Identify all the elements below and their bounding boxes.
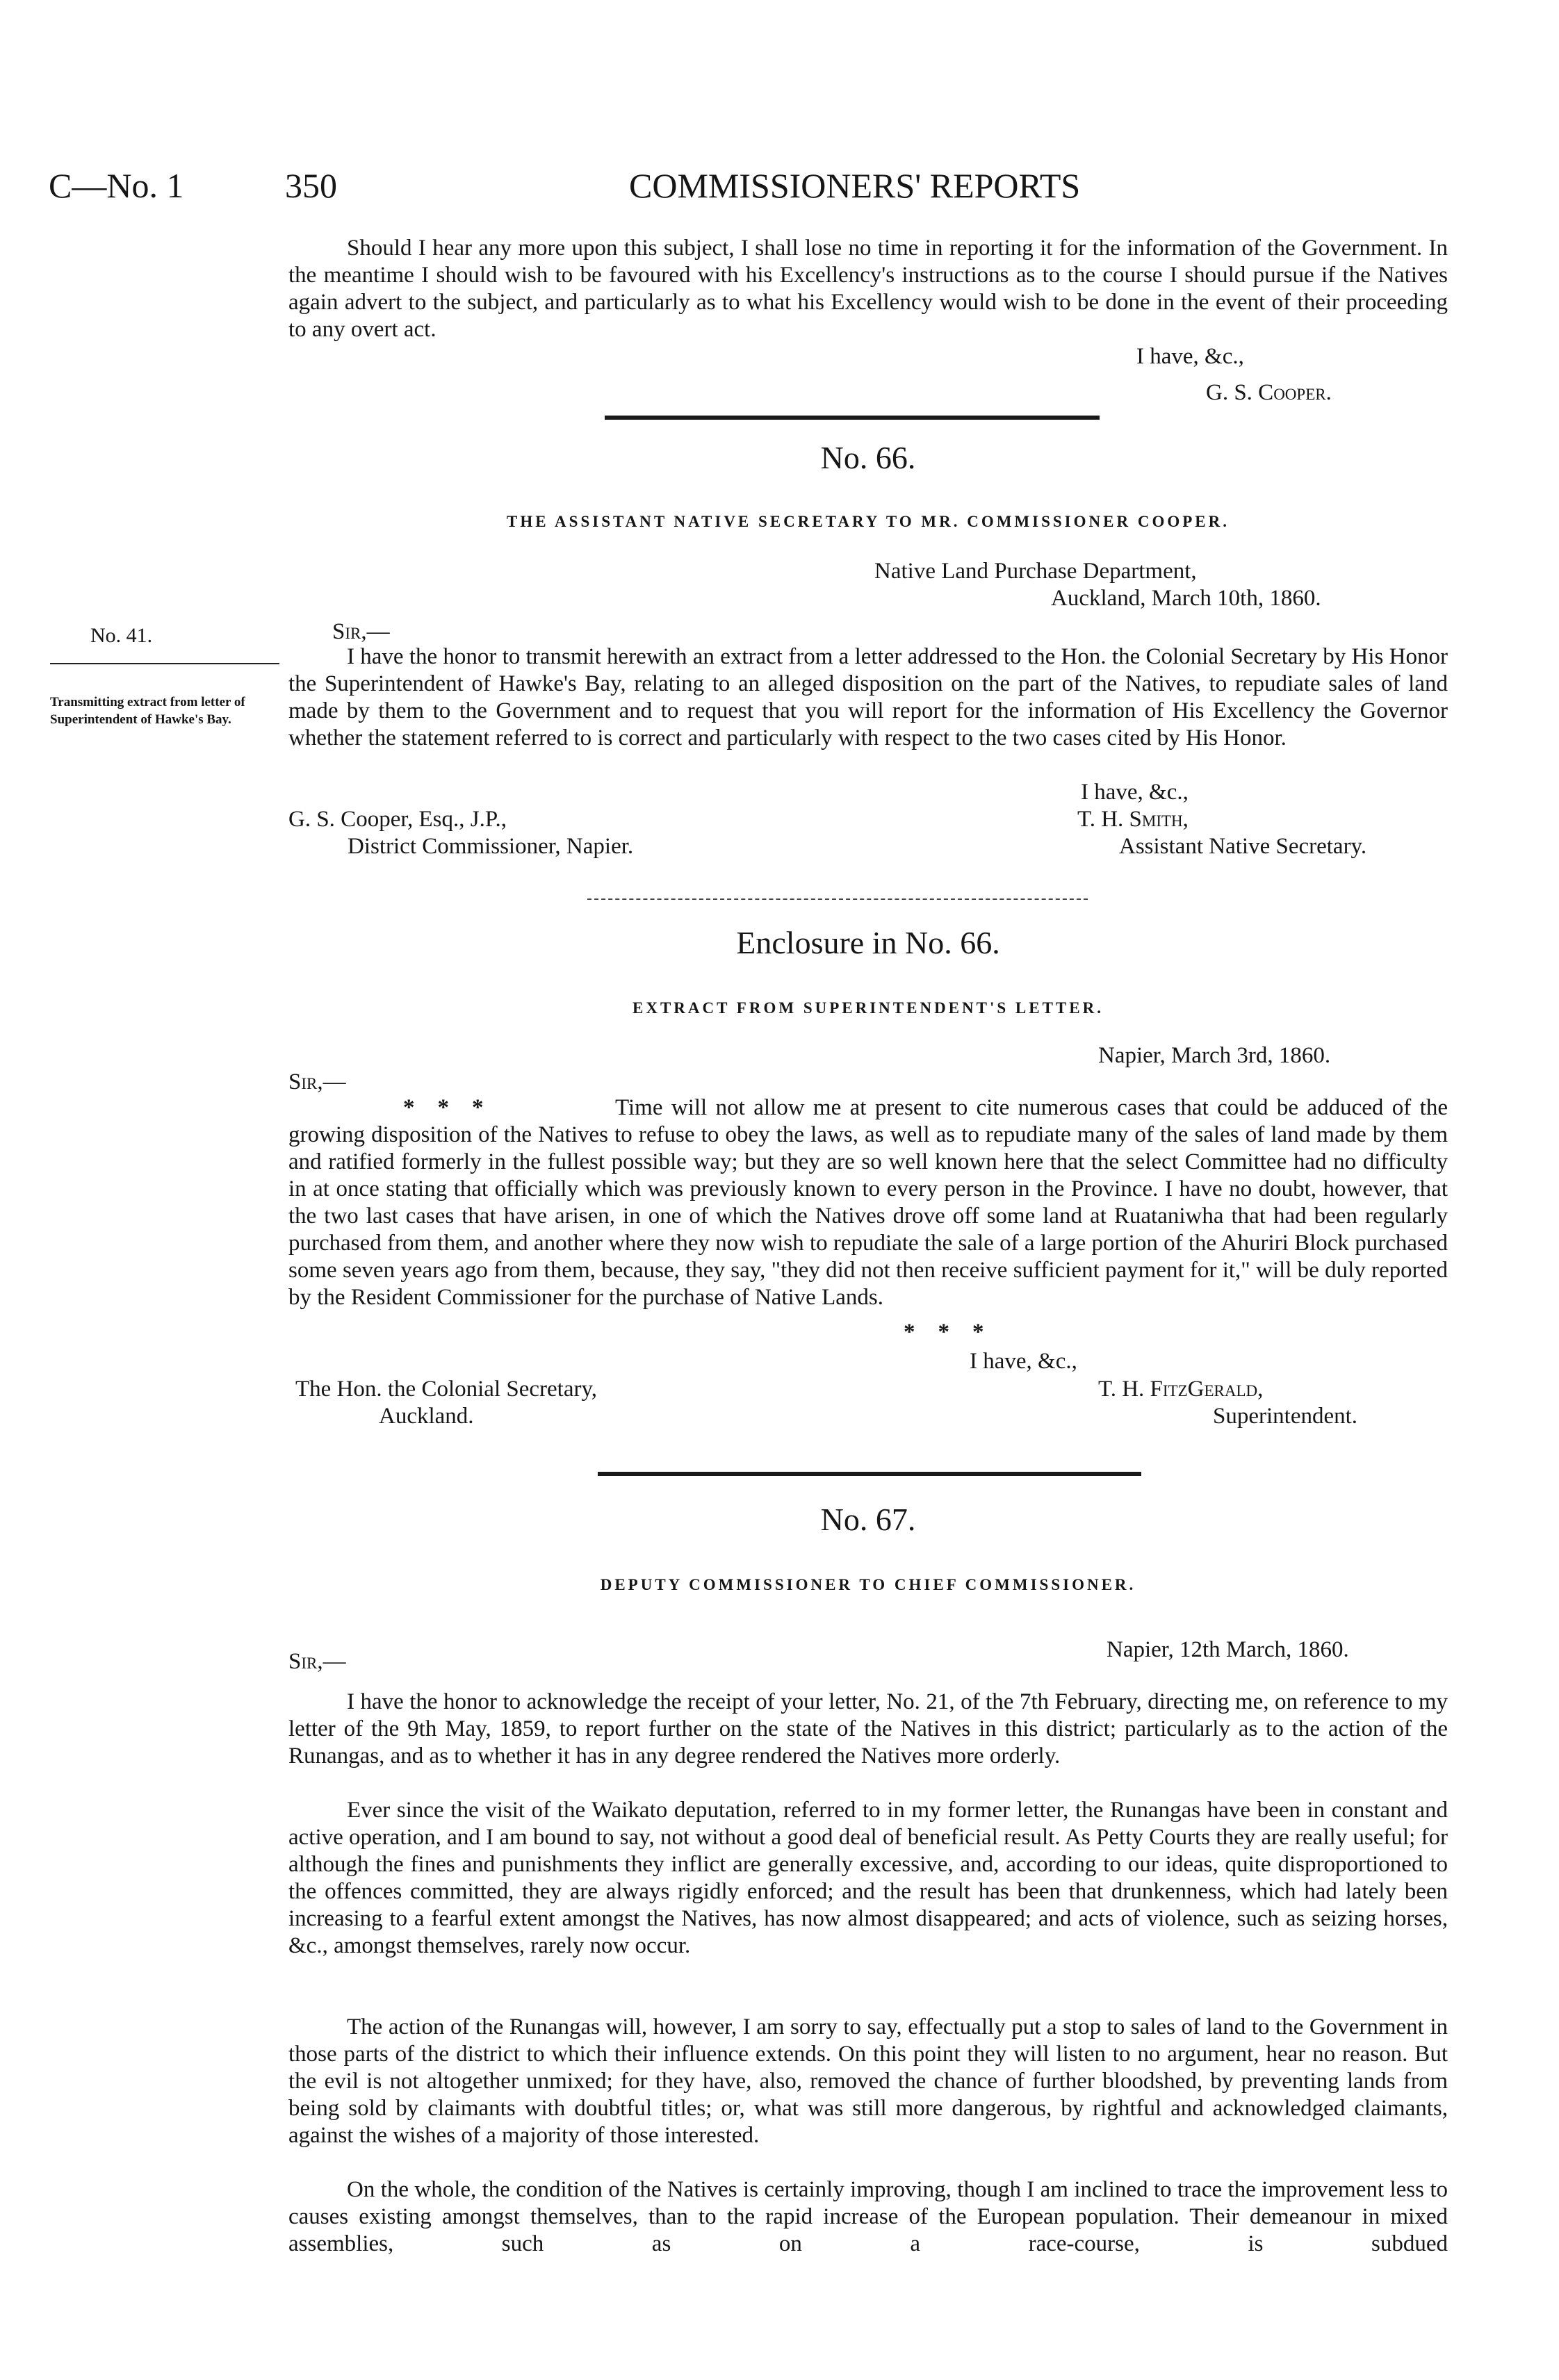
intro-paragraph: Should I hear any more upon this subject, I shall lose no time in reporting it for the information of the Government. In the meantime I should wish to be favoured with his Excellency's instructions as to the course I should pursue if the Natives again advert to the subject, and particularly as to what his Excellency would wish to be done in the event of their proceeding to any overt act. [288, 236, 1448, 342]
letter-66-address: Native Land Purchase Department, [874, 559, 1197, 584]
enclosure-closing: I have, &c., [970, 1349, 1077, 1374]
margin-reference-number: No. 41. [90, 624, 153, 647]
enclosure-addressee-place: Auckland. [379, 1404, 474, 1429]
section-rule-2 [598, 1472, 1141, 1476]
letter-67-heading: No. 67. [820, 1502, 916, 1537]
margin-note: Transmitting extract from letter of Superintendent of Hawke's Bay. [50, 695, 245, 727]
enclosure-place-date: Napier, March 3rd, 1860. [1098, 1043, 1331, 1068]
letter-66-subheading: THE ASSISTANT NATIVE SECRETARY TO MR. COMMISSIONER COOPER. [507, 513, 1230, 530]
enclosure-addressee-name: The Hon. the Colonial Secretary, [295, 1377, 598, 1402]
page-title: COMMISSIONERS' REPORTS [629, 166, 1081, 205]
letter-67-paragraph-2: Ever since the visit of the Waikato deputation, referred to in my former letter, the Runangas have been in constant and active operation, and I am bound to say, not without a good deal of beneficial result. As Petty Courts they are really useful; for although the fines and punishments they inflict are generally excessive, and, according to our ideas, quite disproportioned to the offences committed, they are always rigidly enforced; and the result has been that drunkenness, which had lately been increasing to a fearful extent amongst the Natives, has now almost disappeared; and acts of violence, such as seizing horses, &c., amongst themselves, rarely now occur. [288, 1798, 1448, 1958]
letter-66-signer-name: T. H. Smith, [1077, 807, 1189, 832]
enclosure-heading: Enclosure in No. 66. [736, 925, 1000, 960]
letter-67-paragraph-3: The action of the Runangas will, however, I am sorry to say, effectually put a stop to sales of land to the Government in those parts of the district to which their influence extends. On this point they will listen to no argument, hear no reason. But the evil is not altogether unmixed; for they have, also, removed the chance of further bloodshed, by preventing lands from being sold by claimants with doubtful titles; or, what was still more dangerous, by rightful and acknowledged claimants, against the wishes of a majority of those interested. [288, 2014, 1448, 2148]
letter-67-salutation: Sir,— [288, 1649, 346, 1674]
section-rule [605, 416, 1100, 420]
letter-67-paragraph-1: I have the honor to acknowledge the receipt of your letter, No. 21, of the 7th February, directing me, on reference to my letter of the 9th May, 1859, to report further on the state of the Natives in this district; particularly as to the action of the Runangas, and as to whether it has in any degree rendered the Natives more orderly. [288, 1689, 1448, 1768]
letter-66-closing: I have, &c., [1081, 780, 1189, 805]
letter-67-subheading: DEPUTY COMMISSIONER TO CHIEF COMMISSIONER. [600, 1576, 1136, 1593]
enclosure-asterisks-close: * * * [904, 1320, 984, 1345]
letter-66-signer-title: Assistant Native Secretary. [1119, 834, 1367, 859]
enclosure-body: Time will not allow me at present to cite numerous cases that could be adduced of the growing disposition of the Natives to refuse to obey the laws, as well as to repudiate many of the sales of land made by them and ratified formerly in the fullest possible way; but they are so well known here that the select Committee had no difficulty in at once stating that officially which was previously known to every person in the Province. I have no doubt, however, that the two last cases that have arisen, in one of which the Natives drove off some land at Ruataniwha that had been regularly purchased from them, and another where they now wish to repudiate the sale of a large portion of the Ahuriri Block purchased some seven years ago from them, because, they say, "they did not then receive sufficient payment for it," will be duly reported by the Resident Commissioner for the purchase of Native Lands. [288, 1095, 1448, 1310]
intro-signature: G. S. Cooper. [1206, 380, 1332, 405]
margin-rule [50, 663, 279, 664]
page-number: 350 [285, 166, 337, 205]
enclosure-subheading: EXTRACT FROM SUPERINTENDENT'S LETTER. [632, 999, 1104, 1017]
enclosure-signer-name: T. H. FitzGerald, [1098, 1377, 1264, 1402]
intro-closing: I have, &c., [1136, 344, 1244, 369]
enclosure-divider [587, 898, 1088, 900]
enclosure-signer-title: Superintendent. [1213, 1404, 1358, 1429]
header-ref: C—No. 1 [49, 166, 184, 205]
enclosure-asterisks-open: * * * [403, 1095, 484, 1120]
letter-67-paragraph-4: On the whole, the condition of the Natives is certainly improving, though I am inclined to trace the improvement less to causes existing amongst themselves, than to the rapid increase of the European population. Their demeanour in mixed assemblies, such as on a race-course, is subdued [288, 2177, 1448, 2256]
letter-66-heading: No. 66. [820, 440, 916, 475]
letter-66-body: I have the honor to transmit herewith an extract from a letter addressed to the Hon. the Colonial Secretary by His Honor the Superintendent of Hawke's Bay, relating to an alleged disposition on the part of the Natives, to repudiate sales of land made by them to the Government and to request that you will report for the information of His Excellency the Governor whether the statement referred to is correct and particularly with respect to the two cases cited by His Honor. [288, 644, 1448, 750]
letter-66-place-date: Auckland, March 10th, 1860. [1051, 586, 1321, 611]
enclosure-salutation: Sir,— [288, 1069, 346, 1094]
letter-67-place-date: Napier, 12th March, 1860. [1107, 1637, 1349, 1662]
letter-66-addressee-title: District Commissioner, Napier. [348, 834, 634, 859]
letter-66-salutation: Sir,— [332, 619, 390, 644]
letter-66-addressee-name: G. S. Cooper, Esq., J.P., [288, 807, 507, 832]
